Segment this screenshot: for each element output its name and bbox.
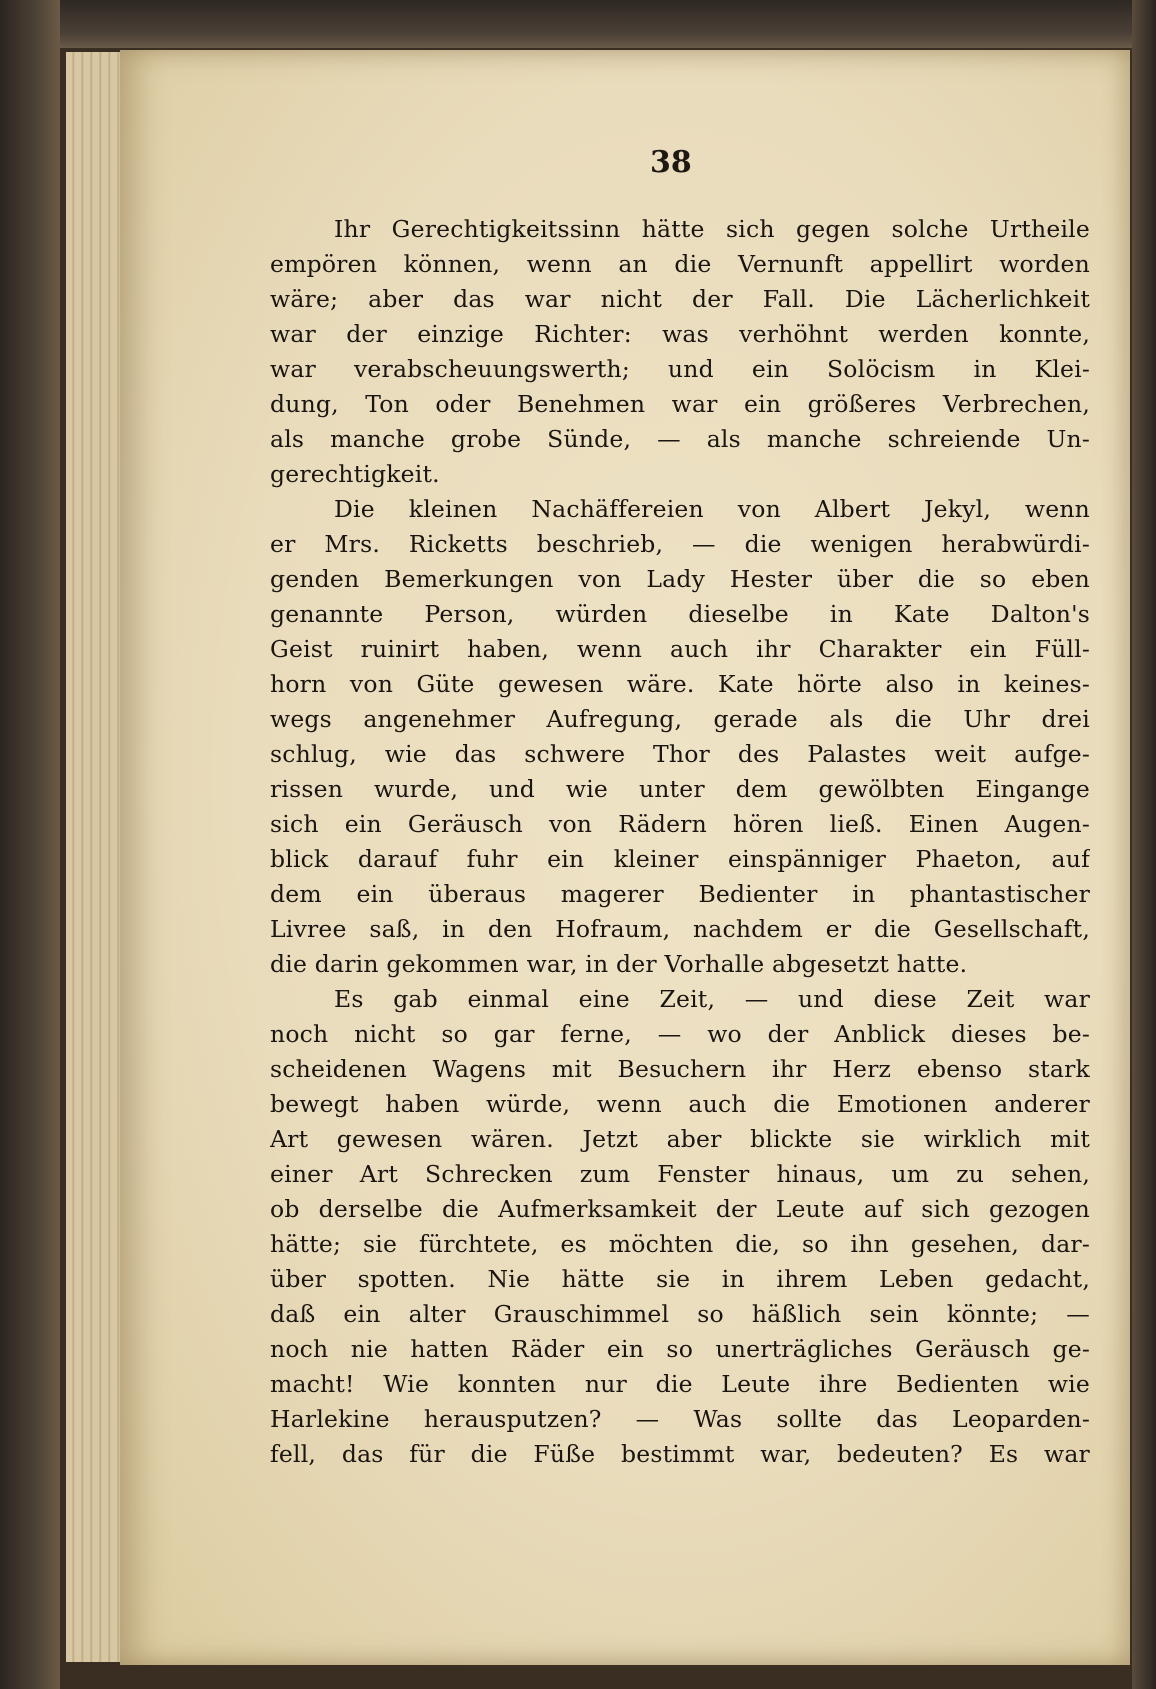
text-line: daß ein alter Grauschimmel so häßlich sein könnte; — [270,1300,1090,1328]
text-line: hätte; sie fürchtete, es möchten die, so ihn gesehen, dar- [270,1230,1090,1258]
text-line: Es gab einmal eine Zeit, — und diese Zeit war [334,985,1090,1013]
text-line: ob derselbe die Aufmerksamkeit der Leute auf sich gezogen [270,1195,1090,1223]
text-line: über spotten. Nie hätte sie in ihrem Leben gedacht, [270,1265,1090,1293]
text-line: fell, das für die Füße bestimmt war, bedeuten? Es war [270,1440,1090,1468]
text-line: genden Bemerkungen von Lady Hester über die so eben [270,565,1090,593]
text-line: scheidenen Wagens mit Besuchern ihr Herz ebenso stark [270,1055,1090,1083]
text-line: bewegt haben würde, wenn auch die Emotionen anderer [270,1090,1090,1118]
text-line: rissen wurde, und wie unter dem gewölbten Eingange [270,775,1090,803]
text-line: macht! Wie konnten nur die Leute ihre Bedienten wie [270,1370,1090,1398]
text-line: blick darauf fuhr ein kleiner einspänniger Phaeton, auf [270,845,1090,873]
text-line: Livree saß, in den Hofraum, nachdem er die Gesellschaft, [270,915,1090,943]
text-line: genannte Person, würden dieselbe in Kate Dalton's [270,600,1090,628]
text-line: Art gewesen wären. Jetzt aber blickte sie wirklich mit [270,1125,1090,1153]
text-line: noch nicht so gar ferne, — wo der Anblick dieses be- [270,1020,1090,1048]
text-line: wegs angenehmer Aufregung, gerade als die Uhr drei [270,705,1090,733]
text-line: noch nie hatten Räder ein so unerträgliches Geräusch ge- [270,1335,1090,1363]
text-line: sich ein Geräusch von Rädern hören ließ. Einen Augen- [270,810,1090,838]
text-line: war der einzige Richter: was verhöhnt werden konnte, [270,320,1090,348]
text-line: war verabscheuungswerth; und ein Solöcism in Klei- [270,355,1090,383]
text-line: Geist ruinirt haben, wenn auch ihr Charakter ein Füll- [270,635,1090,663]
book-cover-top-edge [0,0,1156,48]
text-line: Die kleinen Nachäffereien von Albert Jekyl, wenn [334,495,1090,523]
text-line: die darin gekommen war, in der Vorhalle abgesetzt hatte. [270,950,968,978]
page-stack-edges [66,52,127,1662]
book-cover-left-edge [0,0,60,1689]
text-line: dem ein überaus magerer Bedienter in phantastischer [270,880,1090,908]
text-line: empören können, wenn an die Vernunft appellirt worden [270,250,1090,278]
text-line: wäre; aber das war nicht der Fall. Die Lächerlichkeit [270,285,1090,313]
text-line: er Mrs. Ricketts beschrieb, — die wenigen herabwürdi- [270,530,1090,558]
body-text [270,212,1090,1472]
text-line: schlug, wie das schwere Thor des Palastes weit aufge- [270,740,1090,768]
text-line: horn von Güte gewesen wäre. Kate hörte also in keines- [270,670,1090,698]
text-line: Harlekine herausputzen? — Was sollte das Leoparden- [270,1405,1090,1433]
text-line: einer Art Schrecken zum Fenster hinaus, um zu sehen, [270,1160,1090,1188]
text-line: Ihr Gerechtigkeitssinn hätte sich gegen solche Urtheile [334,215,1090,243]
text-line: gerechtigkeit. [270,460,440,488]
text-line: als manche grobe Sünde, — als manche schreiende Un- [270,425,1090,453]
book-cover-right-edge [1132,0,1156,1689]
text-line: dung, Ton oder Benehmen war ein größeres Verbrechen, [270,390,1090,418]
page-number: 38 [650,145,692,180]
